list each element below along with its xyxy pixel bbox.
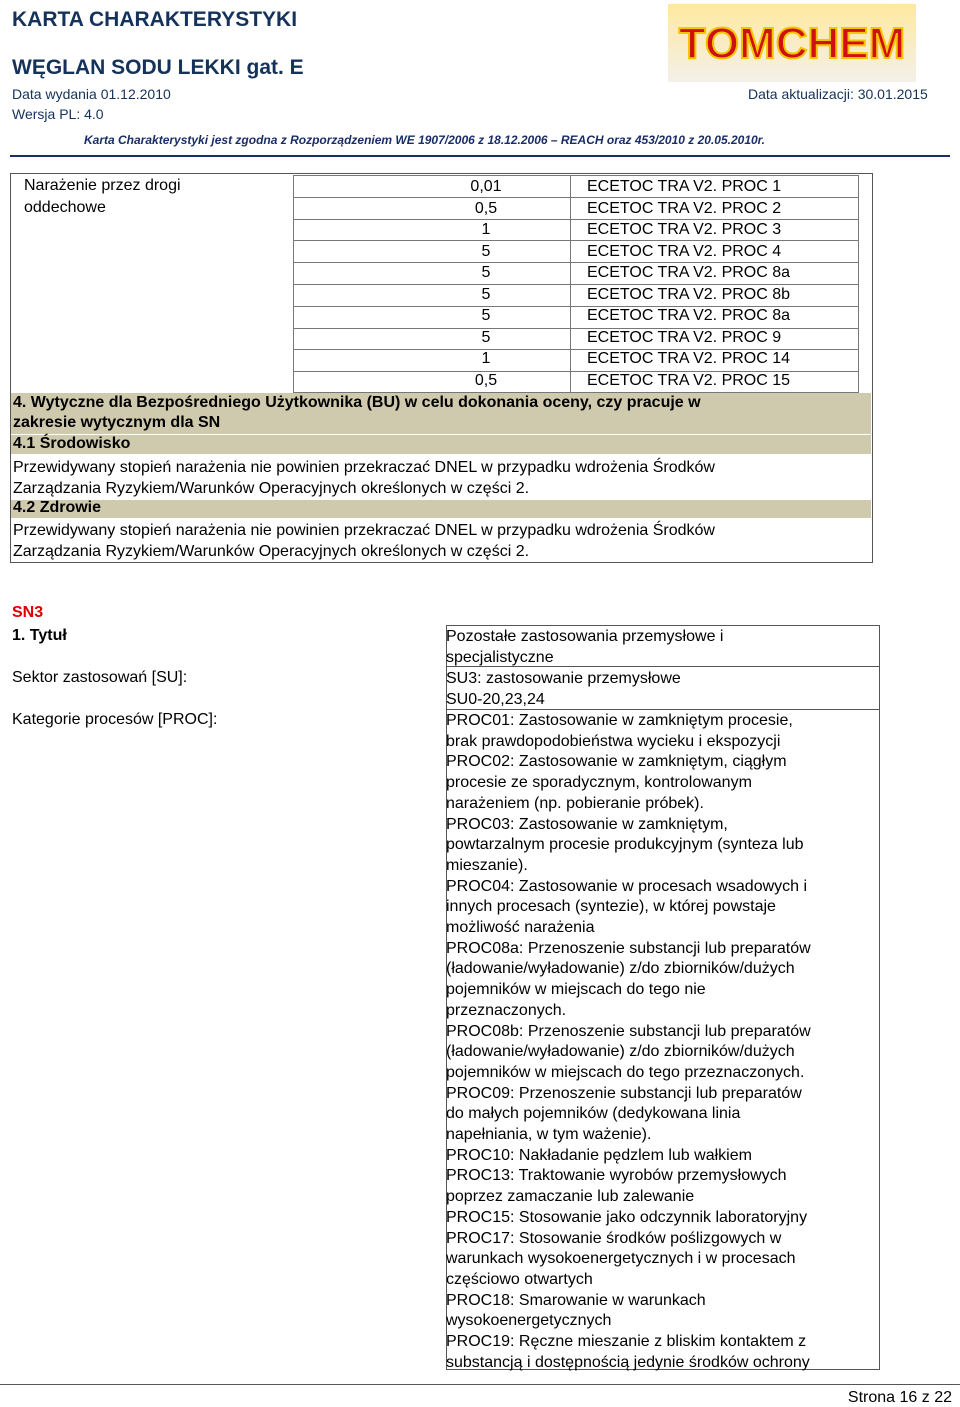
exposure-model-8: ECETOC TRA V2. PROC 9	[587, 328, 782, 346]
sn3-label: SN3	[12, 604, 44, 621]
sector-label: Sektor zastosowań [SU]:	[12, 669, 188, 686]
procval-line: PROC18: Smarowanie w warunkach	[446, 1291, 706, 1309]
sub2-text-line2: Zarządzania Ryzykiem/Warunków Operacyjnych określonych w części 2.	[13, 543, 530, 560]
exposure-model-6: ECETOC TRA V2. PROC 8b	[587, 285, 791, 303]
exposure-value-9: 1	[481, 350, 491, 367]
titleval-line: Pozostałe zastosowania przemysłowe i	[446, 628, 724, 645]
exposure-label-line1: Narażenie przez drogi	[24, 177, 181, 194]
procval-line: pojemników w miejscach do tego przeznaczonych.	[446, 1063, 805, 1081]
procval-line: napełniania, w tym ważenie).	[446, 1126, 652, 1144]
sub1-text	[13, 457, 715, 499]
sub1-band	[11, 435, 871, 454]
sub2-band	[11, 500, 871, 518]
procval-line: narażeniem (np. pobieranie próbek).	[446, 794, 704, 812]
procval-line: wysokoenergetycznych	[446, 1312, 612, 1330]
procval-line: PROC15: Stosowanie jako odczynnik laboratoryjny	[446, 1208, 808, 1226]
exposure-model-7: ECETOC TRA V2. PROC 8a	[587, 307, 791, 324]
regulation-note: Karta Charakterystyki jest zgodna z Rozporządzeniem WE 1907/2006 z 18.12.2006 – REACH oraz 453/2010 z 20.05.2010r.	[84, 133, 766, 147]
exposure-value-6: 5	[481, 285, 491, 303]
sub2-heading: 4.2 Zdrowie	[13, 499, 102, 516]
exposure-model-9: ECETOC TRA V2. PROC 14	[587, 350, 791, 367]
procval-line: PROC10: Nakładanie pędzlem lub wałkiem	[446, 1146, 752, 1164]
exposure-model-3: ECETOC TRA V2. PROC 3	[587, 221, 782, 238]
titleval-line: specjalistyczne	[446, 648, 554, 666]
sub1-heading: 4.1 Środowisko	[13, 435, 131, 452]
procval-line: pojemników w miejscach do tego nie	[446, 981, 706, 999]
sectorval-line: SU3: zastosowanie przemysłowe	[446, 670, 681, 687]
exposure-value-1: 0,01	[470, 178, 502, 195]
title-value	[446, 627, 866, 668]
version: Wersja PL: 4.0	[12, 106, 104, 122]
tomchem-logo	[668, 4, 916, 82]
section4-heading-line2: zakresie wytycznym dla SN	[13, 414, 221, 431]
procval-line: powtarzalnym procesie produkcyjnym (synteza lub	[446, 836, 804, 854]
procval-line: PROC02: Zastosowanie w zamkniętym, ciągłym	[446, 753, 787, 771]
procval-line: PROC04: Zastosowanie w procesach wsadowych i	[446, 877, 808, 895]
exposure-value-5: 5	[481, 264, 491, 281]
sector-value	[446, 669, 866, 710]
procval-line: warunkach wysokoenergetycznych i w procesach	[446, 1250, 796, 1268]
exposure-value-10: 0,5	[474, 371, 498, 389]
exposure-model-1: ECETOC TRA V2. PROC 1	[587, 178, 782, 195]
header-title-line2: WĘGLAN SODU LEKKI gat. E	[12, 56, 304, 79]
exposure-label-line2: oddechowe	[24, 199, 106, 216]
issue-date: Data wydania 01.12.2010	[12, 86, 171, 102]
procval-line: mieszanie).	[446, 856, 528, 874]
sub2-text	[13, 520, 715, 562]
exposure-model-2: ECETOC TRA V2. PROC 2	[587, 199, 782, 217]
procval-line: PROC17: Stosowanie środków poślizgowych w	[446, 1229, 782, 1247]
procval-line: innych procesach (syntezie), w której powstaje	[446, 898, 776, 916]
exposure-value-3: 1	[481, 221, 491, 238]
procval-line: procesie ze sporadycznym, kontrolowanym	[446, 774, 752, 792]
page-number: Strona 16 z 22	[847, 1389, 952, 1406]
footer-rule	[0, 1384, 960, 1385]
procval-line: PROC08a: Przenoszenie substancji lub preparatów	[446, 939, 811, 957]
exposure-models	[587, 176, 790, 391]
exposure-value-2: 0,5	[474, 199, 498, 217]
logo-text: TOMCHEM	[678, 19, 906, 68]
sub2-text-line1: Przewidywany stopień narażenia nie powinien przekraczać DNEL w przypadku wdrożenia Środków	[13, 522, 715, 539]
procval-line: poprzez zamaczanie lub zalewanie	[446, 1188, 695, 1206]
procval-line: PROC09: Przenoszenie substancji lub preparatów	[446, 1084, 802, 1102]
proc-label: Kategorie procesów [PROC]:	[12, 711, 218, 728]
procval-line: PROC01: Zastosowanie w zamkniętym procesie,	[446, 712, 793, 729]
exposure-value-8: 5	[481, 328, 491, 346]
procval-line: PROC13: Traktowanie wyrobów przemysłowych	[446, 1167, 787, 1185]
header-title-line1: KARTA CHARAKTERYSTYKI	[12, 8, 298, 31]
update-date: Data aktualizacji: 30.01.2015	[748, 86, 928, 102]
exposure-value-4: 5	[481, 242, 491, 260]
procval-line: przeznaczonych.	[446, 1001, 567, 1019]
sub1-text-line2: Zarządzania Ryzykiem/Warunków Operacyjnych określonych w części 2.	[13, 480, 530, 497]
header-rule	[10, 155, 950, 157]
title-label: 1. Tytuł	[12, 627, 67, 644]
procval-line: brak prawdopodobieństwa wycieku i ekspozycji	[446, 732, 781, 750]
exposure-model-5: ECETOC TRA V2. PROC 8a	[587, 264, 791, 281]
sectorval-line: SU0-20,23,24	[446, 690, 545, 708]
exposure-value-7: 5	[481, 307, 491, 324]
procval-line: PROC03: Zastosowanie w zamkniętym,	[446, 815, 728, 833]
procval-line: substancją i dostępnością jedynie środków ochrony	[446, 1353, 810, 1371]
exposure-values	[394, 176, 578, 391]
section4-heading	[13, 393, 701, 433]
procval-line: możliwość narażenia	[446, 919, 595, 937]
sub1-text-line1: Przewidywany stopień narażenia nie powinien przekraczać DNEL w przypadku wdrożenia Środków	[13, 459, 715, 476]
procval-line: PROC08b: Przenoszenie substancji lub preparatów	[446, 1022, 811, 1040]
section4-heading-line1: 4. Wytyczne dla Bezpośredniego Użytkownika (BU) w celu dokonania oceny, czy pracuje w	[13, 394, 701, 411]
procval-line: do małych pojemników (dedykowana linia	[446, 1105, 741, 1123]
procval-line: (ładowanie/wyładowanie) z/do zbiorników/dużych	[446, 960, 795, 978]
proc-value	[446, 711, 866, 1374]
procval-line: (ładowanie/wyładowanie) z/do zbiorników/dużych	[446, 1043, 795, 1061]
exposure-model-4: ECETOC TRA V2. PROC 4	[587, 242, 782, 260]
procval-line: PROC19: Ręczne mieszanie z bliskim kontaktem z	[446, 1333, 807, 1351]
procval-line: częściowo otwartych	[446, 1270, 593, 1288]
exposure-model-10: ECETOC TRA V2. PROC 15	[587, 371, 791, 389]
